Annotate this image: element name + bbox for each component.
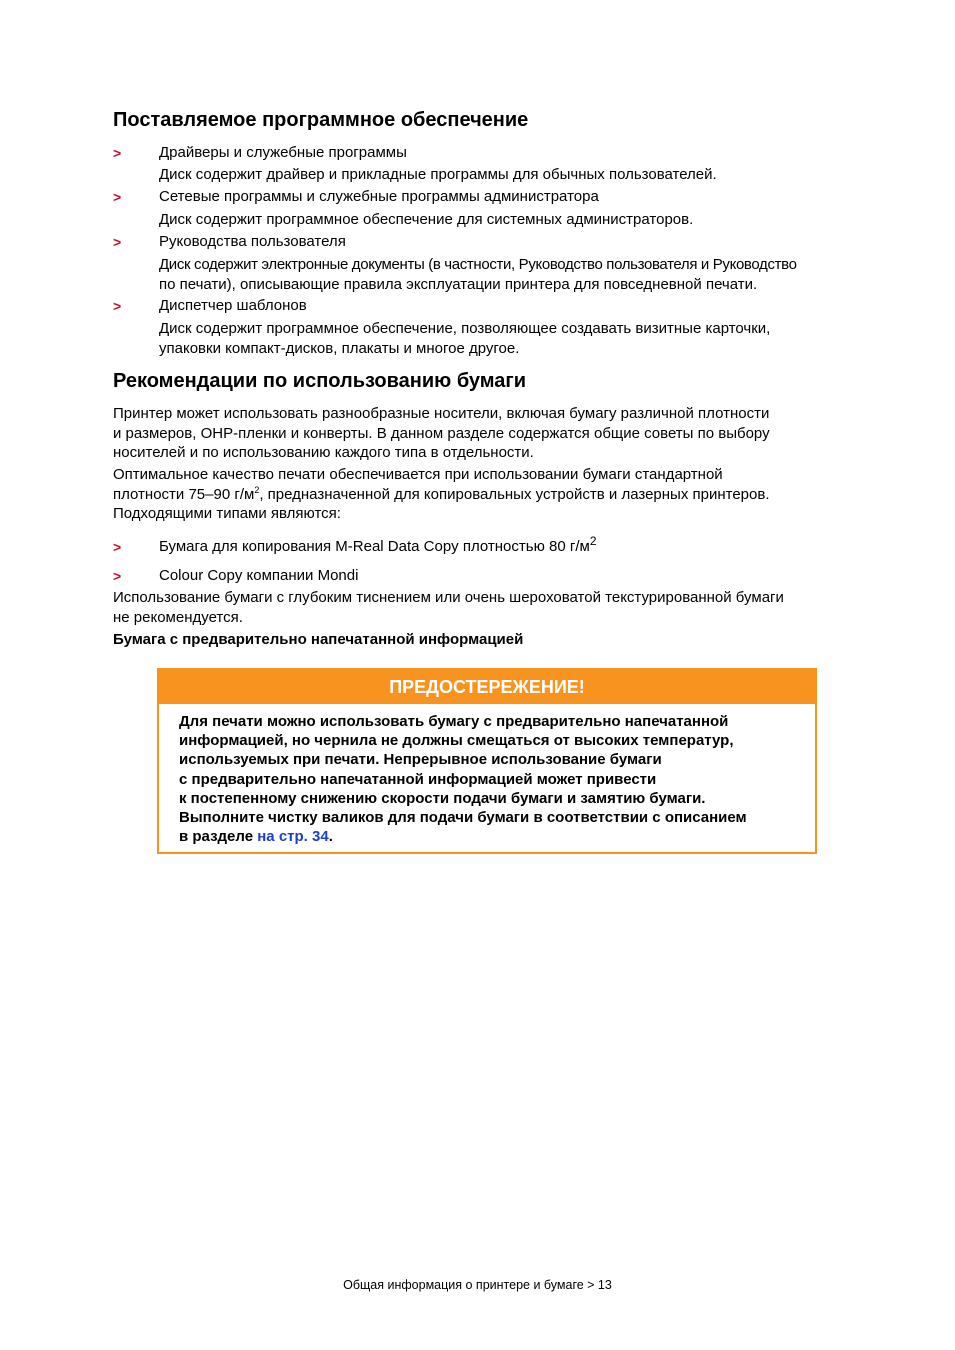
- caution-box: [157, 668, 817, 854]
- caution-line: Выполните чистку валиков для подачи бумаги в соответствии с описанием: [179, 809, 747, 827]
- paragraph-intro: [113, 404, 843, 463]
- text-run: .: [328, 828, 333, 846]
- section-title-software: Поставляемое программное обеспечение: [113, 109, 529, 131]
- list-item-description: [159, 255, 843, 295]
- paragraph-line: не рекомендуется.: [113, 608, 243, 626]
- description-line: по печати), описывающие правила эксплуатации принтера для повседневной печати.: [159, 276, 758, 293]
- paragraph-line: Принтер может использовать разнообразные носители, включая бумагу различной плотности: [113, 405, 770, 422]
- description-line: Диск содержит программное обеспечение для системных администраторов.: [159, 211, 694, 228]
- description-line: упаковки компакт-дисков, плакаты и многое другое.: [159, 340, 520, 357]
- bullet-arrow-icon: >: [113, 298, 122, 314]
- bullet-arrow-icon: >: [113, 234, 122, 250]
- list-item-description: [159, 165, 843, 185]
- list-item: [113, 566, 843, 586]
- list-item-text: Colour Copy компании Mondi: [159, 567, 359, 584]
- caution-line: используемых при печати. Непрерывное использование бумаги: [179, 751, 662, 769]
- list-item: [113, 187, 843, 207]
- list-item: [113, 534, 843, 557]
- paragraph-line: носителей и по использованию каждого типа в отдельности.: [113, 444, 534, 461]
- list-item-title: Сетевые программы и служебные программы администратора: [159, 188, 599, 205]
- list-item-title: Драйверы и служебные программы: [159, 144, 407, 161]
- subheading-preprinted: Бумага с предварительно напечатанной информацией: [113, 631, 524, 648]
- page-footer: Общая информация о принтере и бумаге > 13: [343, 1278, 612, 1292]
- bullet-arrow-icon: >: [113, 189, 122, 205]
- caution-line: информацией, но чернила не должны смещаться от высоких температур,: [179, 732, 734, 750]
- list-item-text: [159, 534, 597, 557]
- list-item-title: Руководства пользователя: [159, 233, 346, 250]
- text-run: Бумага для копирования M-Real Data Copy плотностью 80 г/м: [159, 538, 590, 555]
- paragraph-quality: [113, 465, 843, 524]
- superscript: 2: [254, 484, 260, 495]
- paragraph-line: [113, 485, 843, 505]
- text-run: в разделе: [179, 828, 258, 846]
- list-item-description: [159, 210, 843, 230]
- description-line: Диск содержит драйвер и прикладные программы для обычных пользователей.: [159, 166, 717, 183]
- caution-line: Для печати можно использовать бумагу с предварительно напечатанной: [179, 713, 729, 730]
- bullet-arrow-icon: >: [113, 568, 122, 584]
- caution-text: [179, 712, 799, 846]
- list-item: [113, 232, 843, 252]
- bullet-arrow-icon: >: [113, 539, 122, 555]
- caution-line: к постепенному снижению скорости подачи бумаги и замятию бумаги.: [179, 789, 706, 807]
- bullet-arrow-icon: >: [113, 145, 122, 161]
- paragraph-line: Оптимальное качество печати обеспечивается при использовании бумаги стандартной: [113, 466, 723, 483]
- paragraph-embossed: [113, 588, 843, 627]
- caution-header: ПРЕДОСТЕРЕЖЕНИЕ!: [159, 670, 815, 704]
- section-title-paper: Рекомендации по использованию бумаги: [113, 370, 527, 392]
- list-item-description: [159, 319, 843, 359]
- text-run: плотности 75–90 г/м: [113, 485, 255, 503]
- list-item: [113, 143, 843, 163]
- list-item: [113, 296, 843, 316]
- description-line: Диск содержит программное обеспечение, позволяющее создавать визитные карточки,: [159, 320, 771, 337]
- text-run: , предназначенной для копировальных устройств и лазерных принтеров.: [259, 485, 770, 503]
- paragraph-line: Использование бумаги с глубоким тиснением или очень шероховатой текстурированной бумаги: [113, 589, 784, 606]
- description-line: Диск содержит электронные документы (в частности, Руководство пользователя и Руководство: [159, 256, 797, 273]
- page-link[interactable]: на стр. 34: [257, 828, 329, 846]
- list-item-title: Диспетчер шаблонов: [159, 297, 307, 314]
- superscript: 2: [589, 534, 597, 548]
- caution-line: [179, 827, 799, 846]
- paragraph-line: и размеров, OHP-пленки и конверты. В данном разделе содержатся общие советы по выбору: [113, 424, 770, 442]
- caution-line: с предварительно напечатанной информацией может привести: [179, 770, 657, 788]
- paragraph-line: Подходящими типами являются:: [113, 505, 341, 522]
